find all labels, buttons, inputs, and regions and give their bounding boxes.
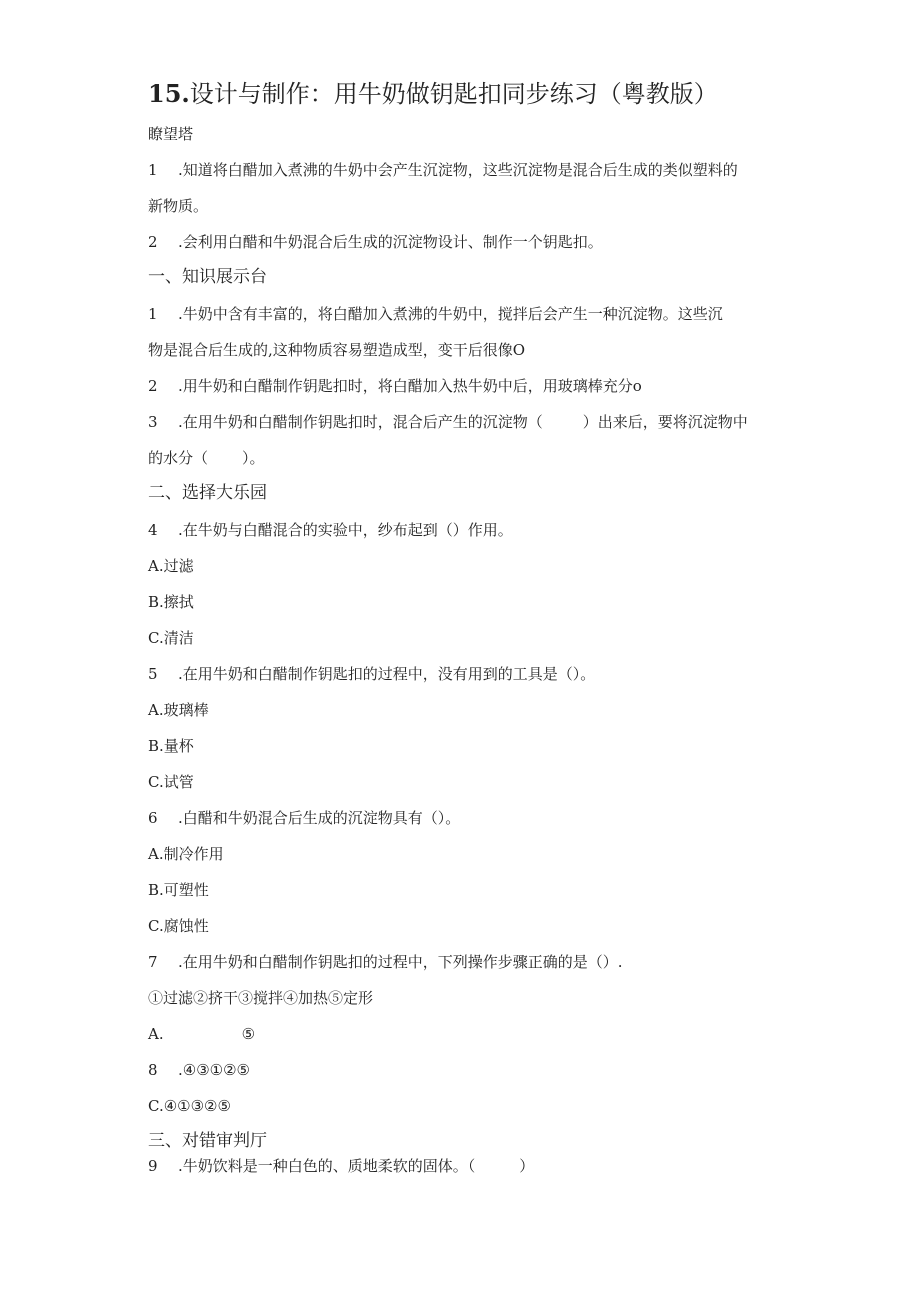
q4-option-c: C.清洁 — [148, 629, 194, 647]
question-9: 9 .牛奶饮料是一种白色的、质地柔软的固体。（ ） — [148, 1157, 535, 1175]
q8-option-c: C.④①③②⑤ — [148, 1097, 231, 1115]
section-heading-2: 二、选择大乐园 — [148, 483, 267, 503]
q7-option-a: A. ⑤ — [148, 1025, 256, 1043]
question-7: 7 .在用牛奶和白醋制作钥匙扣的过程中，下列操作步骤正确的是（）. — [148, 953, 623, 971]
q6-option-b: B.可塑性 — [148, 881, 209, 899]
page-title: 15.设计与制作：用牛奶做钥匙扣同步练习（粤教版） — [148, 79, 718, 108]
goal-2: 2 .会利用白醋和牛奶混合后生成的沉淀物设计、制作一个钥匙扣。 — [148, 233, 603, 251]
question-6: 6 .白醋和牛奶混合后生成的沉淀物具有（）。 — [148, 809, 461, 827]
s1-item-3: 3 .在用牛奶和白醋制作钥匙扣时，混合后产生的沉淀物（ ）出来后，要将沉淀物中 — [148, 413, 748, 431]
question-5: 5 .在用牛奶和白醋制作钥匙扣的过程中，没有用到的工具是（）。 — [148, 665, 596, 683]
question-4: 4 .在牛奶与白醋混合的实验中，纱布起到（）作用。 — [148, 521, 513, 539]
q5-option-a: A.玻璃棒 — [148, 701, 209, 719]
s1-item-3-cont: 的水分（ ）。 — [148, 449, 265, 467]
goal-1: 1 .知道将白醋加入煮沸的牛奶中会产生沉淀物，这些沉淀物是混合后生成的类似塑料的 — [148, 161, 738, 179]
q6-option-c: C.腐蚀性 — [148, 917, 209, 935]
q5-option-b: B.量杯 — [148, 737, 194, 755]
question-8: 8 .④③①②⑤ — [148, 1061, 251, 1079]
s1-item-2: 2 .用牛奶和白醋制作钥匙扣时，将白醋加入热牛奶中后，用玻璃棒充分o — [148, 377, 642, 395]
q6-option-a: A.制冷作用 — [148, 845, 224, 863]
s1-item-1-cont: 物是混合后生成的,这种物质容易塑造成型，变干后很像O — [148, 341, 526, 359]
s1-item-1: 1 .牛奶中含有丰富的，将白醋加入煮沸的牛奶中，搅拌后会产生一种沉淀物。这些沉 — [148, 305, 723, 323]
section-heading-1: 一、知识展示台 — [148, 267, 267, 287]
goal-1-cont: 新物质。 — [148, 197, 209, 215]
subtitle: 瞭望塔 — [148, 125, 194, 143]
q7-steps: ①过滤②挤干③搅拌④加热⑤定形 — [148, 989, 374, 1007]
q5-option-c: C.试管 — [148, 773, 194, 791]
section-heading-3: 三、对错审判厅 — [148, 1131, 267, 1151]
q4-option-b: B.擦拭 — [148, 593, 194, 611]
q4-option-a: A.过滤 — [148, 557, 194, 575]
